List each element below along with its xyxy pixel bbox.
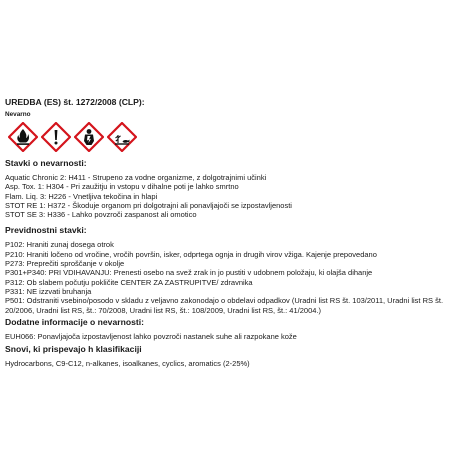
- precautionary-statement: P331: NE izzvati bruhanja: [5, 286, 92, 296]
- precautionary-statements-heading: Previdnostni stavki:: [5, 225, 87, 236]
- pictogram-row: [8, 122, 469, 152]
- precautionary-statement: P102: Hraniti zunaj dosega otrok: [5, 240, 114, 250]
- precautionary-statement: P312: Ob slabem počutju pokličite CENTER ZA ZASTRUPITVE/ zdravnika: [5, 277, 253, 287]
- hazard-statement: Asp. Tox. 1: H304 - Pri zaužitju in vstopu v dihalne poti je lahko smrtno: [5, 182, 239, 192]
- hazard-statement: STOT SE 3: H336 - Lahko povzroči zaspanost ali omotico: [5, 210, 197, 220]
- precautionary-statement: P273: Preprečiti sproščanje v okolje: [5, 259, 125, 269]
- hazard-statements-heading: Stavki o nevarnosti:: [5, 158, 87, 168]
- precautionary-statement: P501: Odstraniti vsebino/posodo v skladu z veljavno zakonodajo o obdelavi odpadkov (Uradni list RS št. 103/2011, Uradni list RS št.: [5, 296, 444, 306]
- precautionary-statement: P301+P340: PRI VDIHAVANJU: Prenesti osebo na svež zrak in jo pustiti v udobnem položaju, ki olajša dihanje: [5, 268, 373, 278]
- hazard-statement: Flam. Liq. 3: H226 - Vnetljiva tekočina in hlapi: [5, 191, 158, 201]
- exclamation-mark-icon: [41, 122, 71, 152]
- label-content: [5, 97, 469, 368]
- substance-entry: Hydrocarbons, C9-C12, n-alkanes, isoalkanes, cyclics, aromatics (2-25%): [5, 359, 250, 369]
- regulation-title: UREDBA (ES) št. 1272/2008 (CLP):: [5, 97, 145, 107]
- flame-icon: [8, 122, 38, 152]
- hazard-statement: STOT RE 1: H372 - Škoduje organom pri dolgotrajni ali ponavljajoči se izpostavljenosti: [5, 200, 292, 210]
- contributing-substances-heading: Snovi, ki prispevajo h klasifikaciji: [5, 344, 142, 355]
- signal-word: Nevarno: [5, 111, 31, 118]
- additional-info-heading: Dodatne informacije o nevarnosti:: [5, 316, 144, 327]
- euh-statement: EUH066: Ponavljajoča izpostavljenost lahko povzroči nastanek suhe ali razpokane kože: [5, 331, 297, 341]
- precautionary-statement: P210: Hraniti ločeno od vročine, vročih površin, isker, odprtega ognja in drugih virov vžiga. Kajenje prepovedano: [5, 249, 377, 259]
- precautionary-statement: 20/2006, Uradni list RS, št.: 70/2008, Uradni list RS, št.: 108/2009, Uradni list RS, št.: 41/2004.): [5, 305, 321, 315]
- hazard-statement: Aquatic Chronic 2: H411 - Strupeno za vodne organizme, z dolgotrajnimi učinki: [5, 173, 267, 182]
- environment-icon: [107, 122, 137, 152]
- health-hazard-icon: [74, 122, 104, 152]
